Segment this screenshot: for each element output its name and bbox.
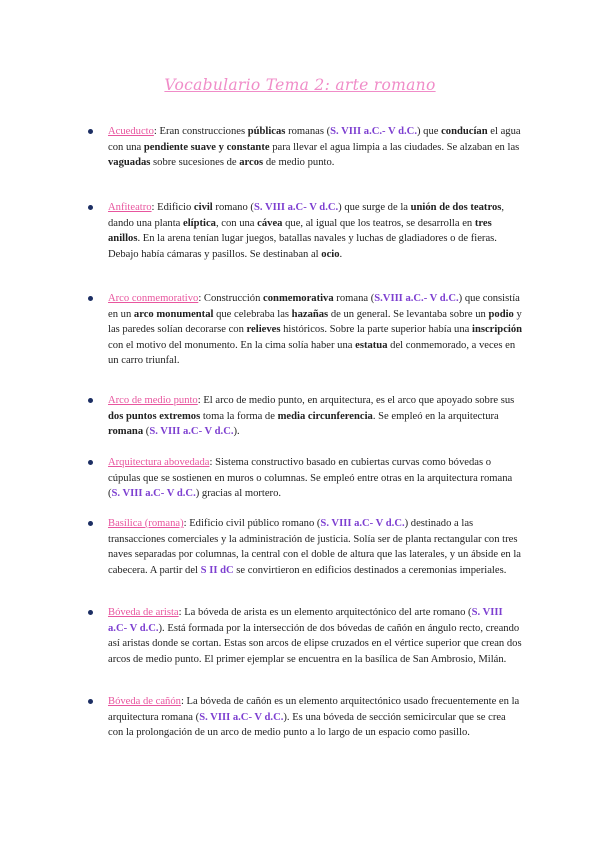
entry-text: ) gracias al mortero. [195, 488, 282, 500]
entry-text: ) que [416, 126, 442, 137]
key-term: cávea [257, 217, 283, 229]
entry-text: ). Es una bóveda de sección semicircular que se crea con la prolongación de un arco de medio punto a lo largo de un espacio como pasillo. [108, 711, 506, 739]
entry-text: : Construcción [198, 293, 264, 304]
entry-arco-de-medio-punto [108, 393, 523, 440]
entry-text: que celebraba las [213, 308, 292, 320]
entry-text: ) destinado a las transacciones comerciales y la administración de justicia. Solía ser de planta rectangular con tres naves separadas por columnas, la central con el doble de altura que las laterales, y un ábside en la cabecera. A partir del [108, 518, 521, 576]
entry-text: sobre sucesiones de [150, 157, 240, 169]
entry-text: de medio punto. [263, 157, 335, 169]
entry-basilica-romana [108, 516, 523, 578]
entry-text: . En la arena tenían lugar juegos, batallas navales y luchas de gladiadores o de fieras. Debajo había cámaras y pasillos. Se destinaban al [108, 233, 497, 260]
term-heading: Arco de medio punto [108, 395, 198, 406]
page-title: Vocabulario Tema 2: arte romano [164, 76, 436, 94]
entry-text: , con una [215, 217, 258, 229]
entry-text: ). [233, 426, 240, 438]
entry-text: que, al igual que los teatros, se desarrolla en [282, 217, 475, 229]
date-range: S. VIII a.C- V d.C. [111, 488, 196, 500]
entry-text: de un general. Se levantaba sobre un [328, 308, 489, 320]
entry-anfiteatro [108, 200, 523, 262]
key-term: tres anillos [108, 217, 492, 245]
entry-text: ( [143, 426, 150, 438]
key-term: conmemorativa [263, 293, 334, 304]
entry-text: , dando una planta [108, 202, 505, 229]
term-heading: Arquitectura abovedada [108, 457, 210, 468]
entry-text: y las paredes solían decorarse con [108, 308, 522, 336]
term-heading: Acueducto [108, 126, 154, 137]
entry-text: . Se empleó en la arquitectura [372, 410, 499, 422]
entry-text: del conmemorado, a veces en un carro triunfal. [108, 339, 516, 367]
entry-text: se convirtieron en edificios destinados a ceremonias imperiales. [233, 564, 507, 576]
entry-text: : La bóveda de arista es un elemento arquitectónico del arte romano ( [178, 607, 472, 618]
entry-text: : Eran construcciones [153, 126, 248, 137]
entry-text: históricos. Sobre la parte superior había una [280, 324, 472, 336]
entry-text: ) que consistía en un [108, 293, 520, 320]
date-range: S II dC [200, 564, 234, 576]
entry-text: el agua con una [108, 126, 521, 153]
bullet-icon [88, 296, 93, 301]
key-term: unión de dos teatros [410, 202, 502, 213]
key-term: hazañas [291, 308, 329, 320]
entry-text: toma la forma de [200, 410, 278, 422]
key-term: arcos [239, 157, 264, 169]
bullet-icon [88, 521, 93, 526]
entry-text: : La bóveda de cañón es un elemento arquitectónico usado frecuentemente en la arquitectura romana ( [108, 696, 520, 723]
entry-text: ). Está formada por la intersección de dos bóvedas de cañón en ángulo recto, creando así aristas donde se cortan. Estas son arcos de elipse cruzados en el vértice superior que crean dos arcos de medio punto. El primer ejemplar se encuentra en la basílica de San Ambrosio, Milán. [108, 622, 522, 665]
date-range: S. VIII a.C.- V d.C. [330, 126, 417, 137]
bullet-icon [88, 699, 93, 704]
entry-text: romano ( [212, 202, 254, 213]
entry-text: para llevar el agua limpia a las ciudades. Se alzaban en las [269, 141, 520, 153]
date-range: S.VIII a.C.- V d.C. [374, 293, 459, 304]
entry-arquitectura-abovedada [108, 455, 523, 502]
bullet-icon [88, 205, 93, 210]
bullet-icon [88, 610, 93, 615]
entry-boveda-de-arista [108, 605, 523, 667]
key-term: conducían [441, 126, 488, 137]
key-term: arco monumental [133, 308, 214, 320]
term-heading: Bóveda de arista [108, 607, 179, 618]
key-term: vaguadas [108, 157, 151, 169]
date-range: S. VIII a.C- V d.C. [199, 711, 284, 723]
key-term: relieves [246, 324, 281, 336]
entry-boveda-de-canon [108, 694, 523, 741]
entry-text: : Edificio [151, 202, 194, 213]
term-heading: Arco conmemorativo [108, 293, 199, 304]
entry-text: con el motivo del monumento. En la cima solía haber una [108, 339, 356, 351]
entry-text: ) que surge de la [338, 202, 411, 213]
bullet-icon [88, 129, 93, 134]
key-term: podio [488, 308, 514, 320]
key-term: públicas [247, 126, 286, 137]
key-term: dos puntos extremos [108, 410, 201, 422]
date-range: S. VIII a.C- V d.C. [108, 607, 503, 634]
date-range: S. VIII a.C- V d.C. [149, 426, 234, 438]
entry-text: romana ( [333, 293, 375, 304]
key-term: romana [108, 426, 144, 438]
entry-text: romanas ( [285, 126, 331, 137]
key-term: estatua [355, 339, 388, 351]
entry-text: : Edificio civil público romano ( [183, 518, 321, 529]
bullet-icon [88, 398, 93, 403]
entry-text: . [339, 248, 343, 260]
key-term: elíptica [183, 217, 216, 229]
term-heading: Anfiteatro [108, 202, 152, 213]
entry-acueducto [108, 124, 523, 171]
entry-text: : El arco de medio punto, en arquitectura, es el arco que apoyado sobre sus [197, 395, 515, 406]
entry-arco-conmemorativo [108, 291, 523, 369]
entry-text: : Sistema constructivo basado en cubiertas curvas como bóvedas o cúpulas que se sostienen en muros o columnas. Se empleó entre otras en la arquitectura romana ( [108, 457, 513, 500]
key-term: inscripción [472, 324, 523, 336]
key-term: media circunferencia [277, 410, 373, 422]
key-term: pendiente suave y constante [143, 141, 270, 153]
bullet-icon [88, 460, 93, 465]
key-term: civil [193, 202, 213, 213]
date-range: S. VIII a.C- V d.C. [253, 202, 339, 213]
key-term: ocio [321, 248, 340, 260]
date-range: S. VIII a.C- V d.C. [320, 518, 405, 529]
term-heading: Basílica (romana) [108, 518, 184, 529]
term-heading: Bóveda de cañón [108, 696, 181, 707]
